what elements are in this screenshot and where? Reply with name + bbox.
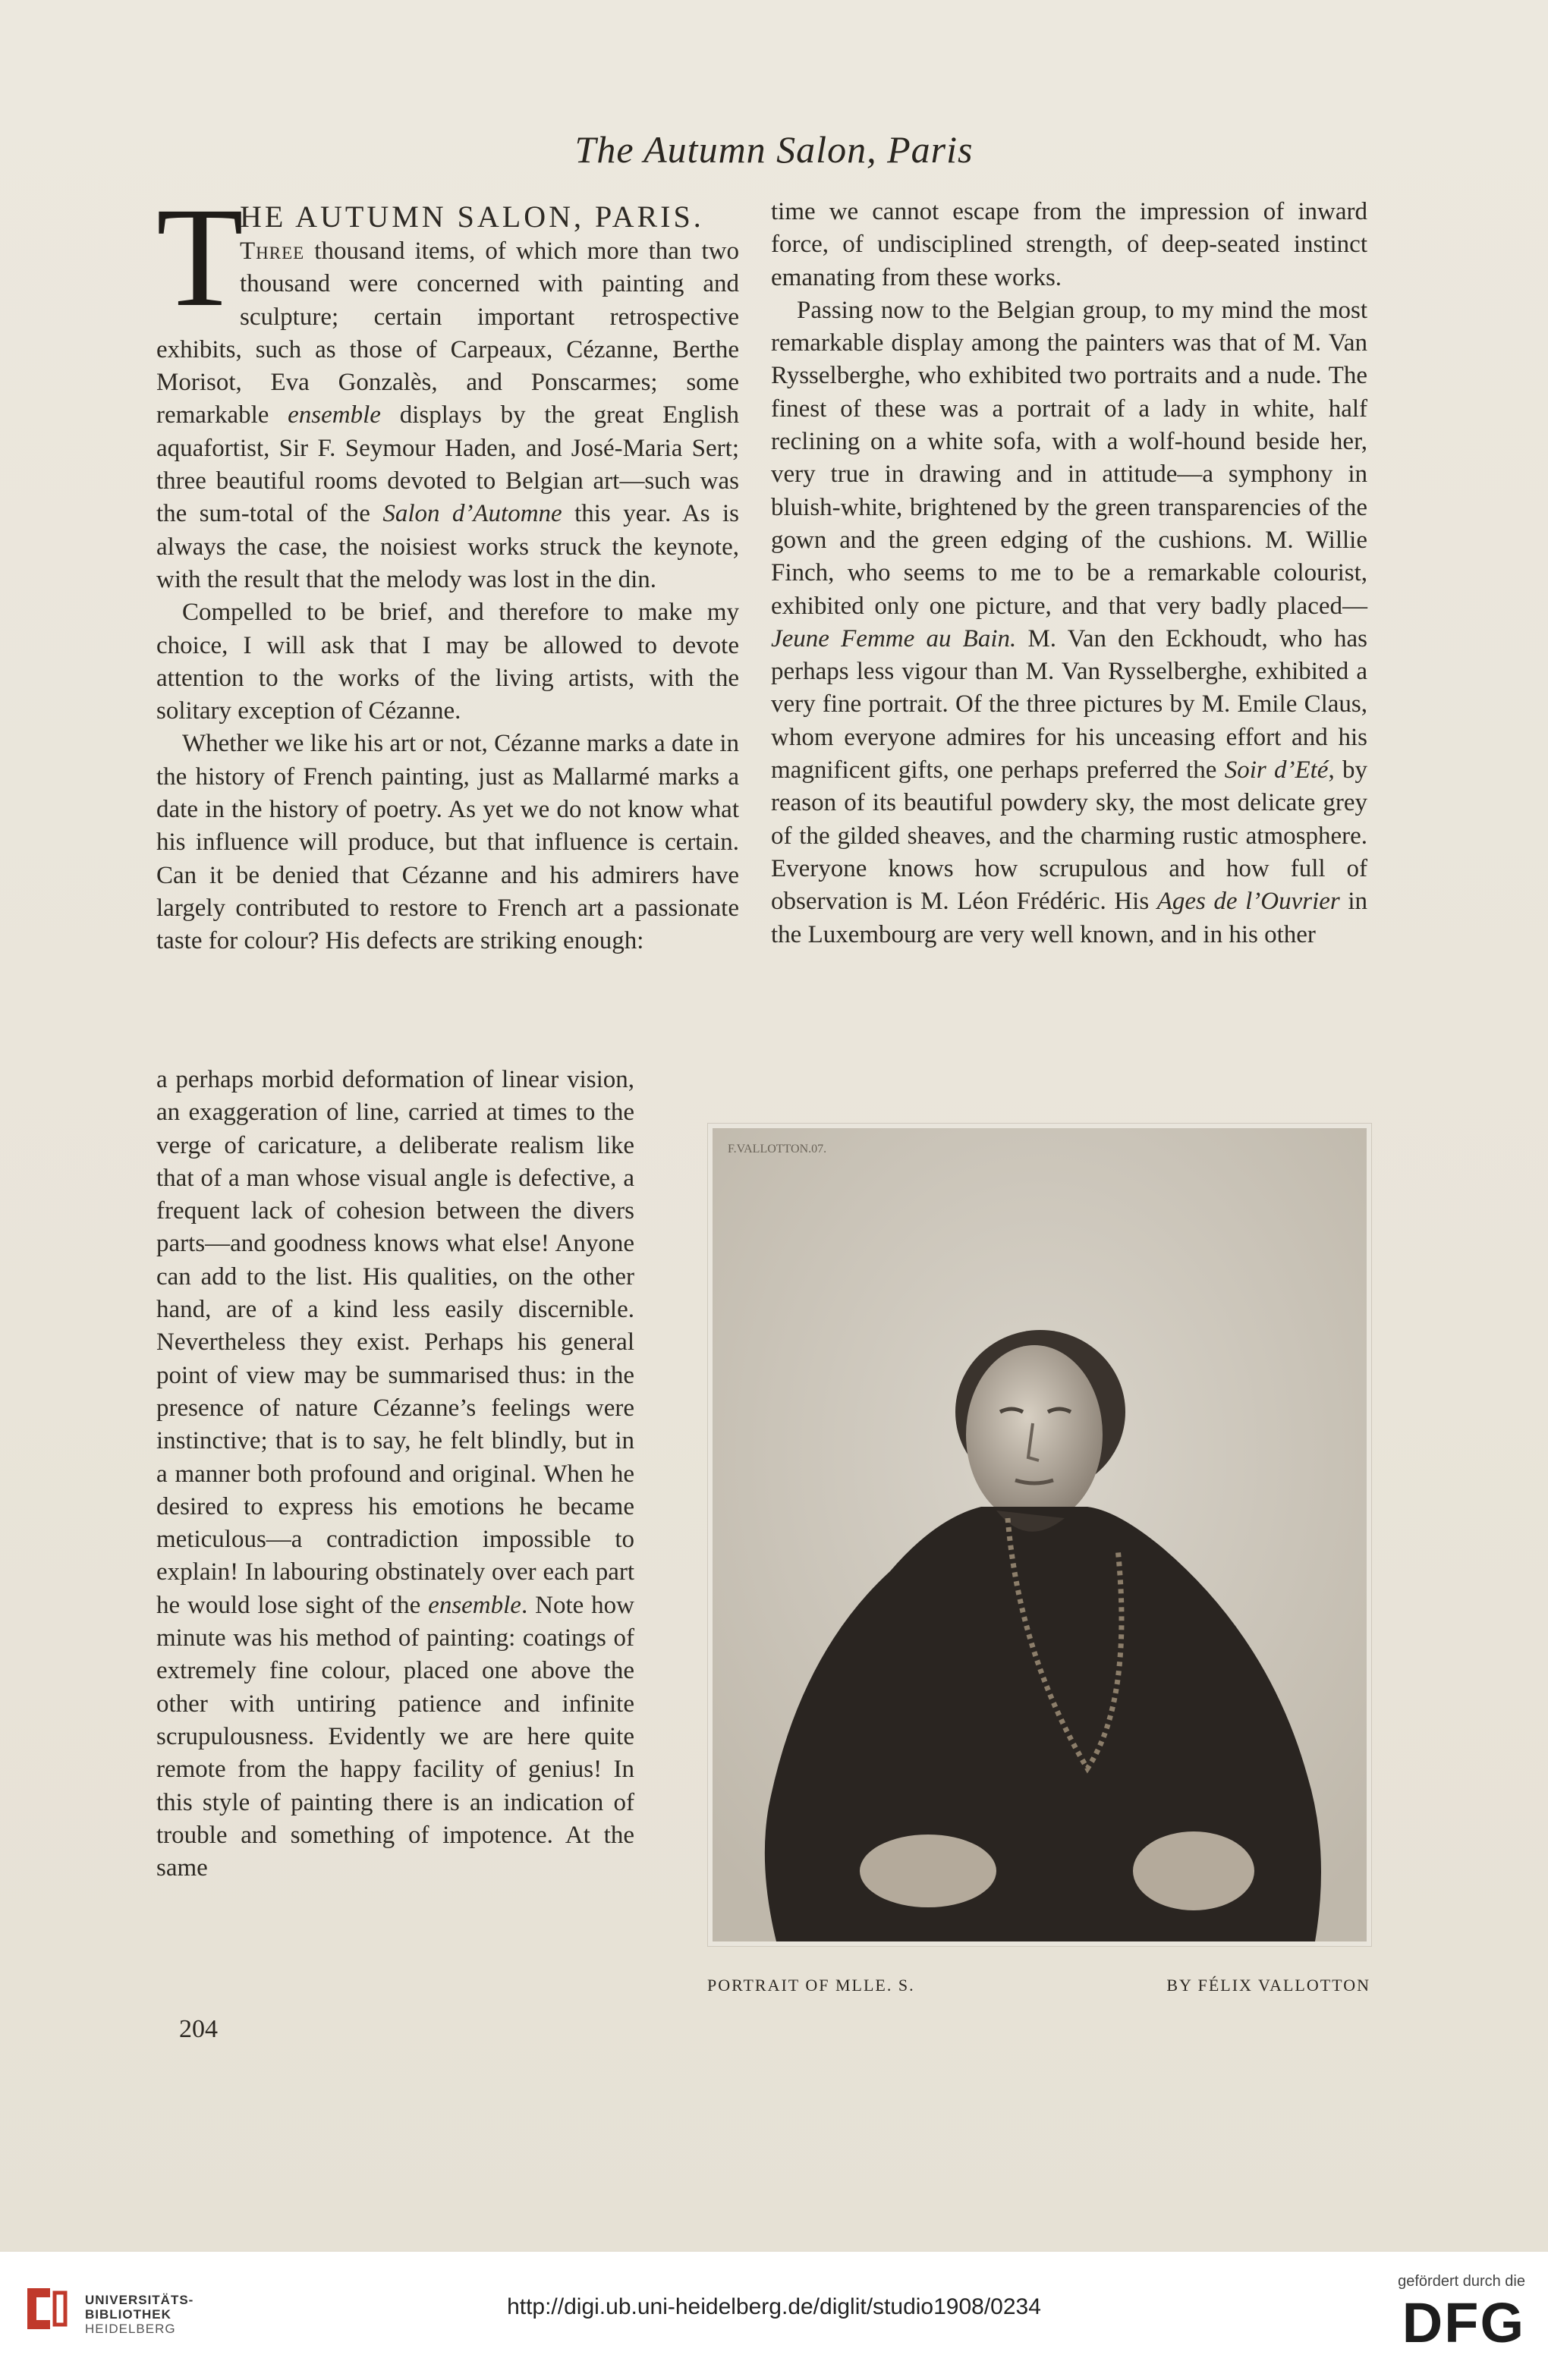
text-run: time we cannot escape from the impression of inward force, of undisciplined strength, of deep-seated instinct emanating from these works. [771, 198, 1367, 291]
page-number: 204 [179, 2015, 218, 2043]
body-paragraph [156, 235, 739, 596]
text-run: Whether we like his art or not, Cézanne marks a date in the history of French painting, just as Mallarmé marks a date in the history of poetry. As yet we do not know what his influence will produce, but that influence is certain. Can it be denied that Cézanne and his admirers have largely contributed to restore to French art a passionate taste for colour? His defects are striking enough: [156, 730, 739, 955]
library-name-line2: BIBLIOTHEK [85, 2307, 171, 2322]
text-run: this year. As is always the case, the noisiest works struck the keynote, with the result that the melody was lost in the din. [156, 500, 739, 593]
portrait-illustration [708, 1124, 1371, 1946]
text-run: a perhaps morbid deformation of linear vision, an exaggeration of line, carried at times to the verge of caricature, a deliberate realism like that of a man whose visual angle is defective, a frequent lack of cohesion between the divers parts—and goodness knows what else! Anyone can add to the list. His qualities, on the other hand, are of a kind less easily discernible. Nevertheless they exist. Perhaps his general point of view may be summarised thus: in the presence of nature Cézanne’s feelings were instinctive; that is to say, he felt blindly, but in a manner both profound and original. When he desired to express his emotions he became meticulous—a contradiction impossible to explain! In labouring obstinately over each part he would lose sight of the [156, 1066, 634, 1619]
text-run: displays by the great English aquafortist, Sir F. Seymour Haden, and José-Maria Sert; three beautiful rooms devoted to Belgian art—such was the sum-total of the [156, 401, 739, 528]
body-paragraph [771, 196, 1367, 294]
dfg-logo: DFG [1402, 2291, 1525, 2354]
running-head: The Autumn Salon, Paris [574, 128, 974, 171]
right-paragraphs [771, 196, 1367, 951]
drop-cap: T [156, 196, 244, 336]
painter-signature: F.VALLOTTON.07. [728, 1143, 827, 1155]
text-run: . Note how minute was his method of painting: coatings of extremely fine colour, placed one above the other with untiring patience and infinite scrupulousness. Evidently we are here quite remote from the happy facility of genius! In this style of painting there is an indication of trouble and something of impotence. At the same [156, 1591, 634, 1882]
right-column [771, 196, 1367, 951]
body-paragraph [771, 294, 1367, 951]
text-run: Compelled to be brief, and therefore to make my choice, I will ask that I may be allowed to devote attention to the works of the living artists, with the solitary exception of Cézanne. [156, 599, 739, 725]
article-title: HE AUTUMN SALON, PARIS. [240, 200, 704, 234]
figure-caption-artist: BY FÉLIX VALLOTTON [1166, 1976, 1370, 1995]
italic-title: Ages de l’Ouvrier [1156, 888, 1340, 916]
text-run: Passing now to the Belgian group, to my mind the most remarkable display among the painters was that of M. Van Rysselberghe, who exhibited two portraits and a nude. The finest of these was a portrait of a lady in white, half reclining on a white sofa, with a wolf-hound beside her, very true in drawing and in attitude—a symphony in bluish-white, brightened by the green transparencies of the gown and the green edging of the cushions. M. Willie Finch, who seems to me to be a remarkable colourist, exhibited only one picture, and that very badly placed— [771, 296, 1367, 620]
text-run: M. Van den Eckhoudt, who has perhaps less vigour than M. Van Rysselberghe, exhibited a very fine portrait. Of the three pictures by M. Emile Claus, whom everyone admires for his unceasing effort and his magnificent gifts, one perhaps preferred the [771, 624, 1367, 784]
library-name-line1: UNIVERSITÄTS- [85, 2293, 194, 2307]
italic-title: Jeune Femme au Bain. [771, 624, 1017, 652]
italic-title: Soir d’Eté [1224, 756, 1329, 784]
body-paragraph [156, 728, 739, 957]
figure-caption-title: PORTRAIT OF MLLE. S. [707, 1976, 915, 1995]
body-paragraph [156, 596, 739, 728]
library-name-line3: HEIDELBERG [85, 2322, 176, 2336]
article-intro [156, 196, 739, 958]
source-url-link[interactable]: http://digi.ub.uni-heidelberg.de/diglit/studio1908/0234 [507, 2294, 1041, 2319]
text-run: in the Luxembourg are very well known, and in his other [771, 888, 1368, 948]
text-run: thousand items, of which more than two thousand were concerned with painting and sculpture; certain important retrospective exhibits, such as those of Carpeaux, Cézanne, Berthe Morisot, Eva Gonzalès, and Ponscarmes; some remarkable [156, 237, 739, 429]
left-paragraphs [156, 235, 739, 958]
left-lower-paragraph [156, 1064, 634, 1885]
text-run: , by reason of its beautiful powdery sky, the most delicate grey of the gilded sheaves, and the charming rustic atmosphere. Everyone knows how scrupulous and how full of observation is M. Léon Frédéric. His [771, 756, 1367, 916]
left-lower-column [156, 1064, 634, 1885]
italic-title: Salon d’Automne [382, 500, 562, 528]
left-column [156, 196, 739, 958]
italic-title: ensemble [288, 401, 381, 429]
portrait-plate [707, 1123, 1372, 1947]
sponsor-label: gefördert durch die [1398, 2273, 1525, 2290]
digitization-footer [0, 2252, 1548, 2380]
italic-title: ensemble [428, 1591, 521, 1619]
sponsor-logo[interactable] [1398, 2273, 1525, 2353]
text-run: Three [240, 237, 305, 265]
